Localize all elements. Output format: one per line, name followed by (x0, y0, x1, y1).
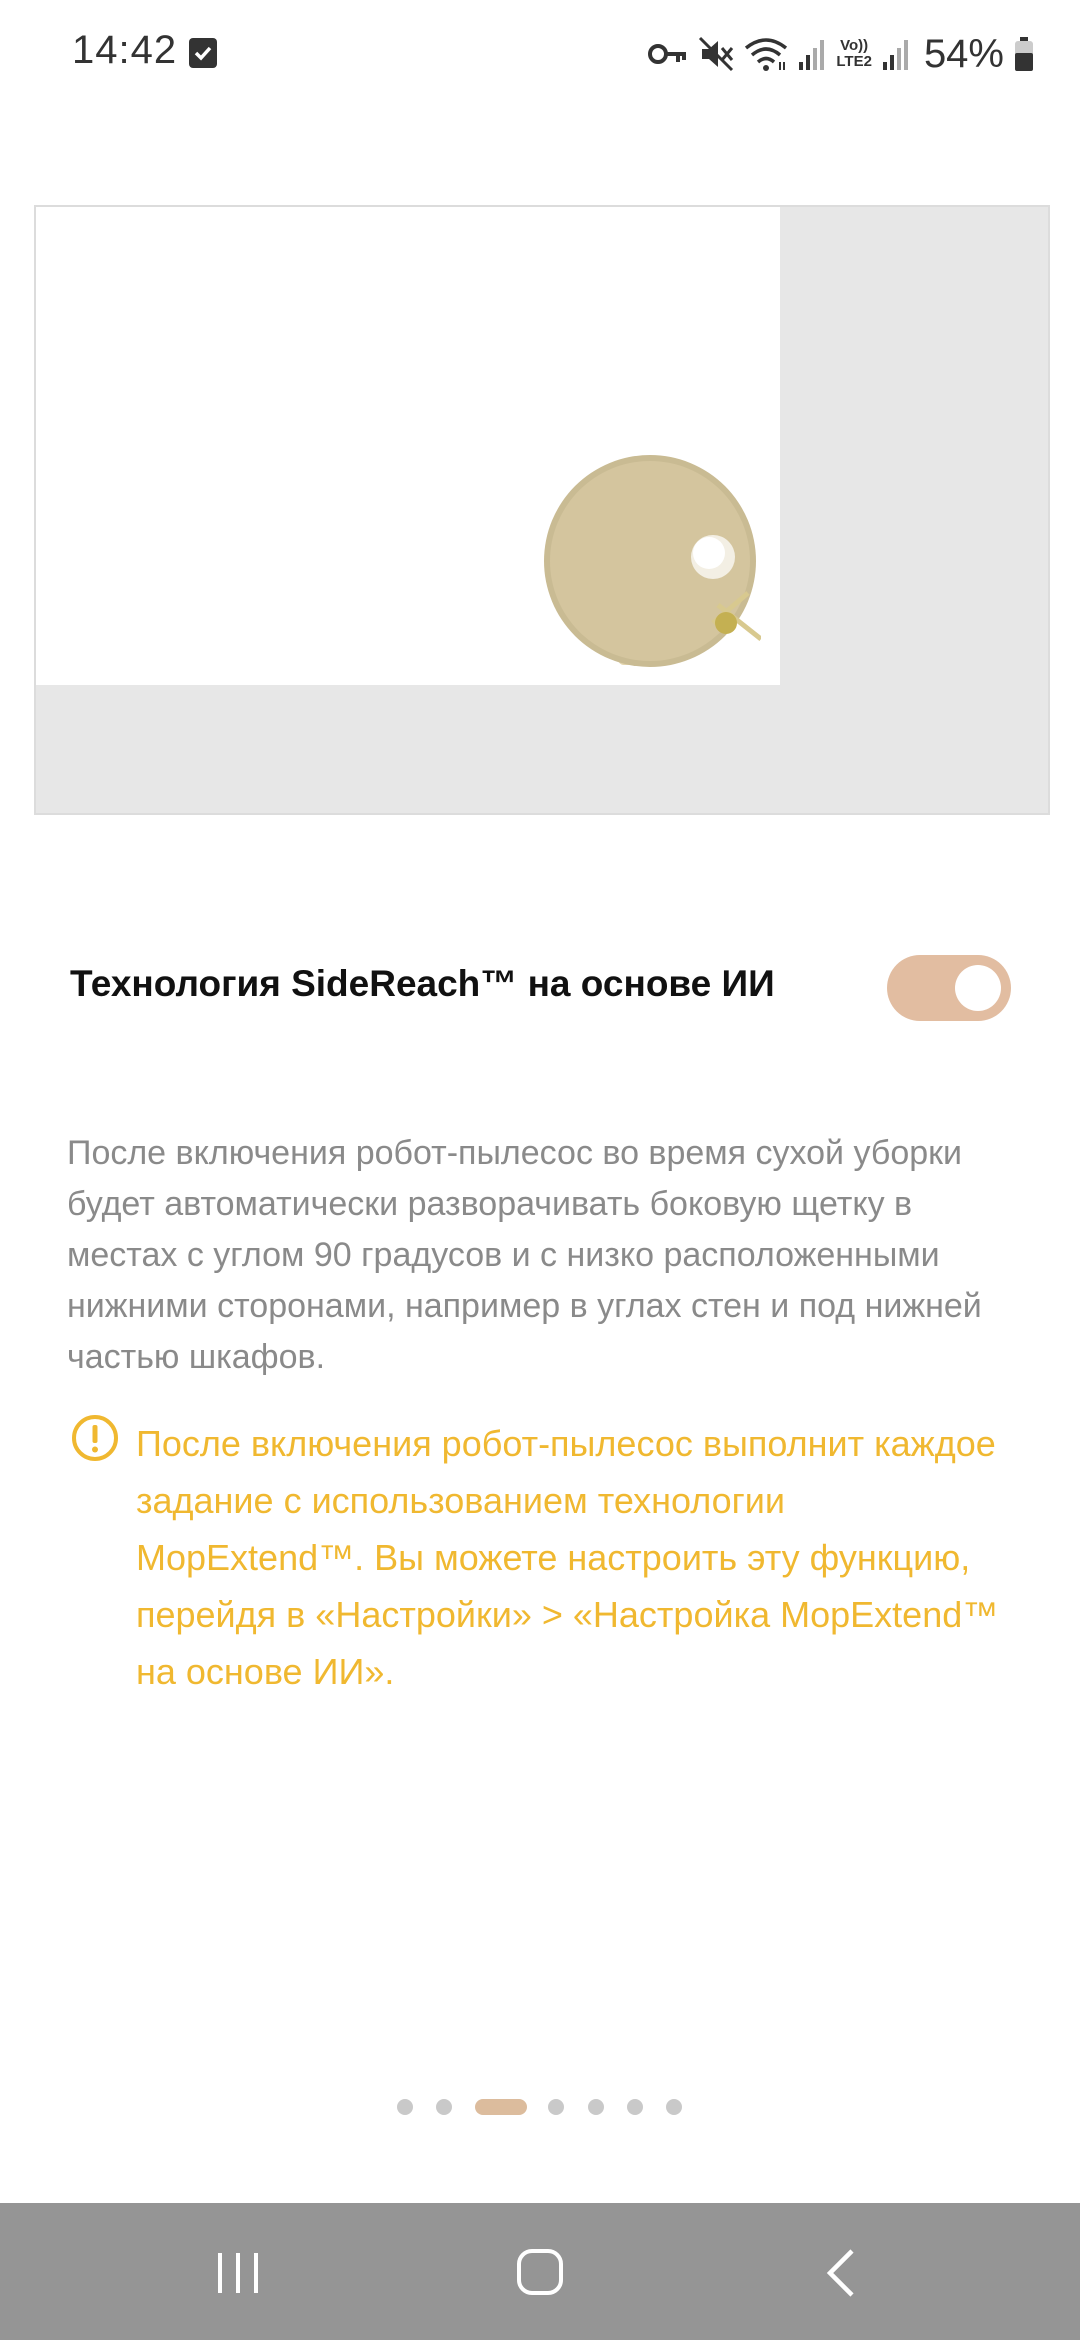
page-dot (588, 2099, 604, 2115)
lte-label: LTE2 (836, 53, 872, 70)
lte-indicator (836, 38, 872, 70)
page-dot (397, 2099, 413, 2115)
status-bar (0, 0, 1080, 110)
battery-icon (1014, 37, 1034, 71)
page-dot (436, 2099, 452, 2115)
robot-vacuum-illustration (34, 205, 1050, 815)
volte-label: Vo)) (840, 37, 869, 54)
signal-icon (798, 38, 826, 70)
back-button[interactable] (812, 2245, 872, 2301)
page-indicator (0, 2097, 1080, 2117)
status-icons (648, 30, 1034, 78)
checkbox-notification-icon (189, 38, 217, 68)
toggle-knob (955, 965, 1001, 1011)
signal-icon-2 (882, 38, 910, 70)
warning-icon (70, 1413, 120, 1468)
vpn-key-icon (648, 40, 688, 68)
page-dot (666, 2099, 682, 2115)
setting-title: Технология SideReach™ на основе ИИ (70, 963, 775, 1004)
navigation-bar (0, 2203, 1080, 2340)
wifi-icon (744, 36, 788, 72)
page-dot-active (475, 2099, 527, 2115)
mute-icon (698, 36, 734, 72)
setting-description: После включения робот-пылесос во время сухой уборки будет автоматически разворачивать боковую щетку в местах с углом 90 градусов и с низко расположенными нижними сторонами, например в углах стен и под нижней частью шкафов. (67, 1134, 982, 1376)
robot-vacuum-corner-icon (543, 453, 761, 671)
page-dot (627, 2099, 643, 2115)
battery-percent: 54% (923, 31, 1004, 76)
recent-apps-button[interactable] (208, 2245, 268, 2301)
warning-text: После включения робот-пылесос выполнит каждое задание с использованием технологии MopExtend™. Вы можете настроить эту функцию, перейдя в «Настройки» > «Настройка MopExtend™ на основе ИИ». (136, 1423, 999, 1692)
status-time: 14:42 (72, 28, 178, 72)
page-dot (548, 2099, 564, 2115)
home-button[interactable] (510, 2245, 570, 2301)
sidereach-toggle[interactable] (887, 955, 1011, 1021)
